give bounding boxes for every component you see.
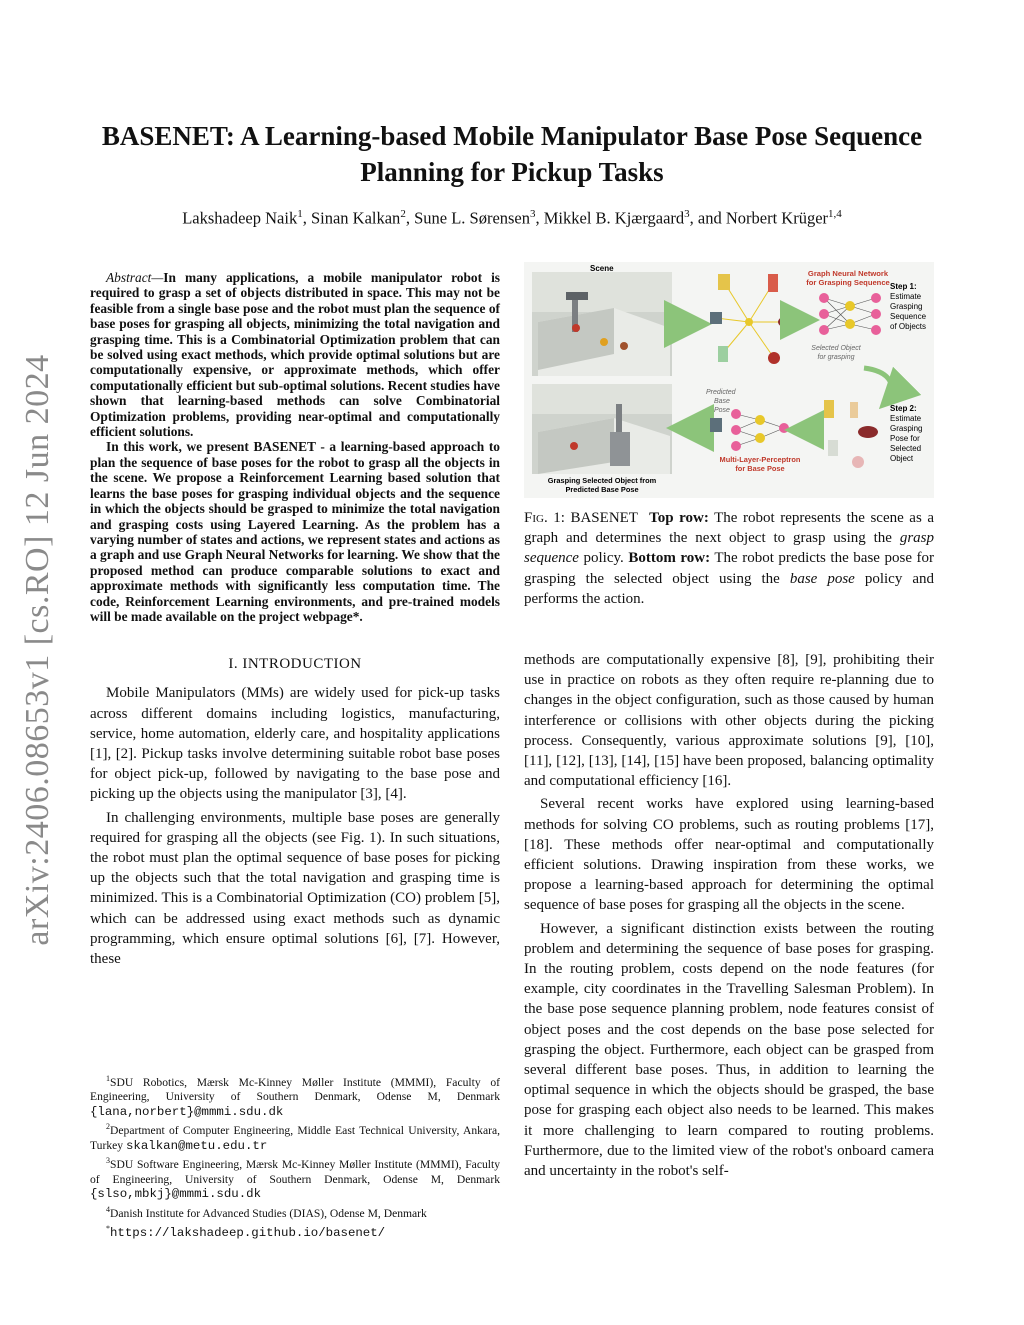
selected-object-label: Selected Object (811, 345, 861, 352)
object-icon (718, 346, 728, 362)
robot-icon (710, 312, 722, 324)
footnote-mark: 2 (106, 1122, 110, 1132)
caption-text: The robot represents the scene as a graph and determines the next object to grasp using the (524, 510, 935, 547)
object-icon (768, 274, 778, 292)
body-paragraph: However, a significant distinction exists between the routing problem and determining the sequence of base poses for grasping. In the routing problem, costs depend on the node features (for example, city coordinates in the Travelling Salesman Problem). In the base pose sequence planning problem, node features consist of object poses and the cost depends on the base pose selected for grasping the object. Furthermore, each object can be grasped from several different base poses. Thus, in addition to learning the optimal sequence in which the objects should be grasped, the base pose for grasping each object also needs to be learned. This makes it more challenging to learn compared to routing problems. Furthermore, due to the limited view of the robot's onboard camera and uncertainty in the robot's self- (524, 920, 934, 1180)
mug-icon (768, 352, 780, 364)
footnote (90, 1154, 500, 1201)
selected-object-label: for grasping (817, 354, 855, 361)
footnote (90, 1120, 500, 1153)
bottom-scene-caption: Predicted Base Pose (565, 485, 639, 494)
predicted-pose-label: Predicted (706, 389, 736, 396)
step1-text: Grasping (890, 302, 923, 311)
section-heading-introduction: I. INTRODUCTION (228, 656, 362, 673)
object-graph (710, 274, 798, 364)
footnote (90, 1072, 500, 1119)
body-paragraph: methods are computationally expensive [8], [9], prohibiting their use in practice on robots as they often require re-planning due to changes in the object configuration, such as those caused by human interference or collisions with other objects during the picking process. Consequently, various approximate solutions [9], [10], [11], [12], [13], [14], [15] have been proposed, balancing optimality and computational efficiency [16]. (524, 652, 934, 790)
object-icon (824, 400, 834, 418)
caption-text: The robot predicts the base pose for grasping the selected object using the (524, 550, 935, 587)
footnote-text: Department of Computer Engineering, Middle East Technical University, Ankara, Turkey (90, 1124, 500, 1152)
author-name: Lakshadeep Naik (182, 208, 298, 228)
gnn-label: for Grasping Sequence (806, 278, 890, 287)
author-separator: , (535, 208, 544, 228)
mlp-label: for Base Pose (735, 464, 785, 473)
footnotes (90, 1072, 500, 1241)
object-icon (718, 274, 730, 290)
footnote-text: SDU Software Engineering, Mærsk Mc-Kinney Møller Institute (MMMI), Faculty of Engineering, University of Southern Denmark, Odense M, Denmark (90, 1158, 500, 1186)
footnote (90, 1203, 500, 1221)
step2-text: Selected (890, 444, 922, 453)
author-affiliation: 3 (530, 208, 536, 220)
predicted-pose-label: Pose (714, 407, 730, 414)
gnn-label: Graph Neural Network (807, 269, 889, 278)
arxiv-sidebar (8, 340, 68, 960)
author-separator: , (405, 208, 415, 228)
step1-text: Sequence (890, 312, 927, 321)
footnote-email: {slso,mbkj}@mmmi.sdu.dk (90, 1187, 262, 1202)
step2-text: Pose for (890, 434, 920, 443)
footnote (90, 1222, 500, 1240)
step2-label: Step 2: (890, 404, 917, 413)
caption-top-row-lead: Top row: (649, 510, 709, 526)
gnn-network-icon (819, 293, 881, 335)
footnote-email: skalkan@metu.edu.tr (125, 1138, 268, 1153)
step1-label: Step 1: (890, 282, 917, 291)
object-marker (600, 338, 608, 346)
right-column (524, 650, 934, 1181)
author-separator: , (302, 208, 311, 228)
mug-icon (852, 456, 864, 468)
scene-label: Scene (590, 264, 614, 273)
arxiv-id: arXiv:2406.08653v1 [cs.RO] 12 Jun 2024 (19, 354, 56, 946)
abstract-text: In many applications, a mobile manipulator robot is required to grasp a set of objects distributed in space. This may not be feasible from a single base pose and the robot must plan the sequence of base poses for grasping all objects, minimizing the total navigation and grasping time. This is a Combinatorial Optimization problem that can be solved using exact methods, which provide optimal solutions but are computationally expensive, or approximate methods, which offer computationally efficient but sub-optimal solutions. Recent studies have shown that learning-based methods can solve Combinatorial Optimization problems, providing near-optimal and computationally efficient solutions. (90, 270, 500, 440)
bowl-icon (778, 316, 798, 328)
mlp-label: Multi-Layer-Perceptron (719, 455, 801, 464)
caption-bottom-row-lead: Bottom row: (628, 550, 711, 567)
footnote-text: SDU Robotics, Mærsk Mc-Kinney Møller Institute (MMMI), Faculty of Engineering, University of Southern Denmark, Odense M, Denmark (90, 1075, 500, 1104)
footnote-mark: 4 (106, 1204, 110, 1214)
figure-1-diagram (524, 262, 934, 498)
author-name: Sune L. Sørensen (414, 208, 531, 228)
predicted-pose-label: Base (714, 398, 730, 405)
intro-paragraph-2: In challenging environments, multiple base poses are generally required for grasping all the objects (see Fig. 1). In such situations, the robot must plan the optimal sequence of base poses for picking up the objects such that the total navigation and grasping time is minimized. This is a Combinatorial Optimization (CO) problem [5], which can be addressed using exact methods such as dynamic programming, which ensure optimal solutions [6], [7]. However, these (90, 809, 500, 967)
step1-text: of Objects (890, 322, 927, 331)
caption-text: policy. (583, 550, 624, 567)
author-name: Sinan Kalkan (310, 208, 401, 228)
object-marker (620, 342, 628, 350)
object-icon (828, 440, 838, 456)
caption-text: policy and performs the action. (524, 570, 935, 607)
footnote-email: {lana,norbert}@mmmi.sdu.dk (90, 1104, 284, 1119)
footnote-mark: 3 (106, 1156, 110, 1166)
step2-text: Estimate (890, 414, 922, 423)
author-name: Norbert Krüger (725, 208, 829, 228)
author-affiliation: 1 (297, 208, 303, 220)
project-url[interactable]: https://lakshadeep.github.io/basenet/ (110, 1225, 386, 1240)
figure-number: Fig. 1: BASENET (524, 510, 638, 526)
abstract-paragraph-1 (90, 270, 500, 439)
author-list (90, 208, 934, 229)
figure-1 (524, 262, 934, 498)
object-marker (570, 442, 578, 450)
intro-paragraph-1: Mobile Manipulators (MMs) are widely used for pick-up tasks across different domains including logistics, manufacturing, service, home automation, elderly care, and hospitality applications [1], [2]. Pickup tasks involve determining suitable robot base poses for object pick-up, followed by navigating to the base pose and picking up the objects using the manipulator [3], [4]. (90, 685, 500, 803)
step1-text: Estimate (890, 292, 922, 301)
paper-title: BASENET: A Learning-based Mobile Manipulator Base Pose Sequence Planning for Pickup Tasks (101, 121, 923, 187)
abstract-paragraph-2: In this work, we present BASENET - a learning-based approach to plan the sequence of base poses for the robot to grasp all the objects in the scene. We propose a Reinforcement Learning based solution that learns the base poses for grasping individual objects and the sequence in which the objects should be grasped to minimize the total navigation and grasping costs using Layered Learning. As the problem has a varying number of states and actions, we represent states and actions as a graph and use Graph Neural Networks for learning. We show that the proposed method can produce comparable solutions to exact and approximate methods with significantly less computation time. The code, Reinforcement Learning environments, and pre-trained models will be made available on the project webpage*. (90, 439, 500, 624)
figure-1-caption (524, 508, 934, 609)
object-marker (572, 324, 580, 332)
footnote-mark: * (106, 1223, 110, 1233)
step2-text: Grasping (890, 424, 923, 433)
footnote-text: Danish Institute for Advanced Studies (DIAS), Odense M, Denmark (110, 1206, 427, 1220)
author-affiliation: 1,4 (828, 208, 842, 220)
bowl-icon (858, 426, 878, 438)
author-name: Mikkel B. Kjærgaard (543, 208, 685, 228)
author-separator: , and (689, 208, 726, 228)
caption-policy-name: base pose (789, 570, 855, 587)
arrow-icon (864, 368, 892, 402)
left-column (90, 270, 500, 969)
object-icon (850, 402, 858, 418)
robot-icon (710, 418, 722, 432)
footnote-mark: 1 (106, 1074, 110, 1083)
author-affiliation: 2 (400, 208, 406, 220)
abstract-lead: Abstract— (106, 270, 164, 285)
bottom-scene-caption: Grasping Selected Object from (547, 476, 657, 485)
step2-text: Object (890, 454, 914, 463)
mlp-network-icon (731, 409, 789, 451)
author-affiliation: 3 (684, 208, 690, 220)
body-paragraph: Several recent works have explored using learning-based methods for solving CO problems, such as routing problems [17], [18]. These methods offer near-optimal and computationally efficient solutions. Drawing inspiration from these works, we propose a learning-based approach for determining the optimal sequence of base poses for grasping all the objects in the scene. (524, 796, 934, 914)
caption-policy-name: grasp sequence (524, 530, 934, 567)
